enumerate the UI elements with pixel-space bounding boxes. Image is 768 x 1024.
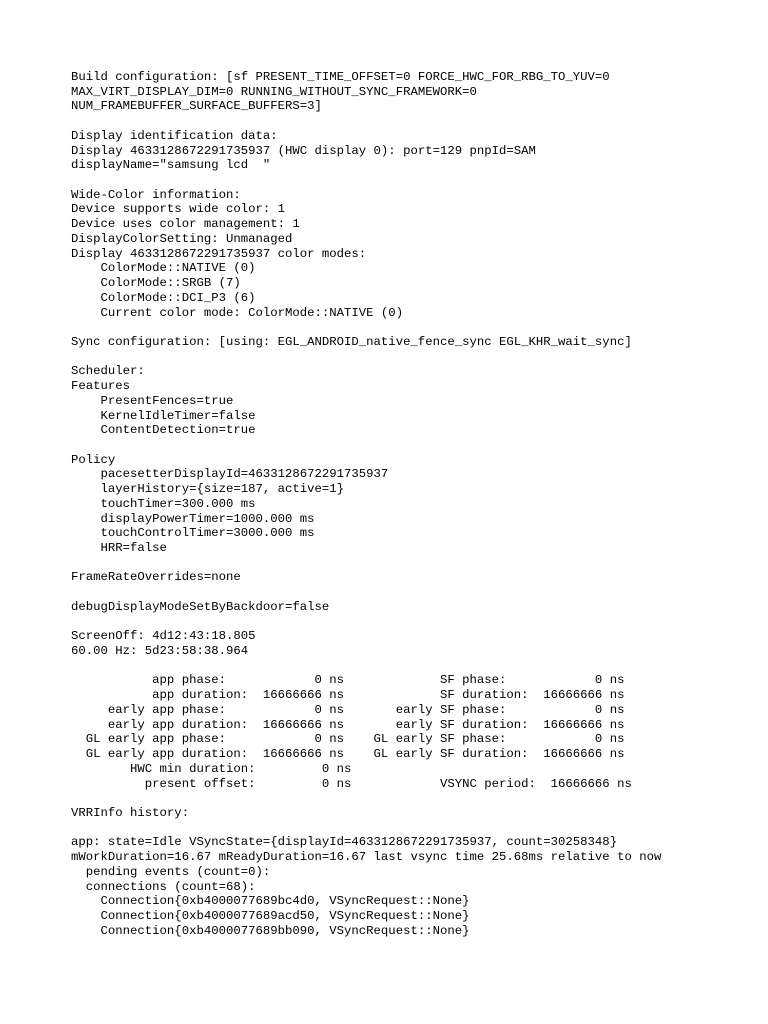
blank-line [71,556,761,571]
text-line: ColorMode::SRGB (7) [71,276,241,291]
text-line: early app duration: 16666666 ns early SF duration: 16666666 ns [71,717,625,732]
text-line: Device uses color management: 1 [71,217,300,232]
text-line: Current color mode: ColorMode::NATIVE (0) [71,305,404,320]
text-line: present offset: 0 ns VSYNC period: 16666666 ns [71,776,632,791]
text-line: HWC min duration: 0 ns [71,761,352,776]
text-line: Connection{0xb4000077689acd50, VSyncRequest::None} [71,908,470,923]
text-line: Scheduler: [71,364,145,379]
text-line: ContentDetection=true [71,423,256,438]
text-line: Wide-Color information: [71,187,241,202]
text-line: PresentFences=true [71,393,234,408]
blank-line [71,791,761,806]
text-line: MAX_VIRT_DISPLAY_DIM=0 RUNNING_WITHOUT_SYNC_FRAMEWORK=0 [71,84,477,99]
blank-line [71,438,761,453]
text-line: ColorMode::DCI_P3 (6) [71,290,256,305]
text-line: early app phase: 0 ns early SF phase: 0 ns [71,702,625,717]
text-line: NUM_FRAMEBUFFER_SURFACE_BUFFERS=3] [71,99,322,114]
text-line: Connection{0xb4000077689bc4d0, VSyncRequest::None} [71,894,470,909]
text-line: touchTimer=300.000 ms [71,496,256,511]
text-line: Device supports wide color: 1 [71,202,286,217]
blank-line [71,585,761,600]
text-line: ColorMode::NATIVE (0) [71,261,256,276]
text-line: Display 4633128672291735937 color modes: [71,246,367,261]
dumpsys-text-document [71,70,761,938]
blank-line [71,615,761,630]
blank-line [71,659,761,674]
text-line: GL early app phase: 0 ns GL early SF phase: 0 ns [71,732,625,747]
text-line: connections (count=68): [71,879,256,894]
blank-line [71,320,761,335]
text-line: displayName="samsung lcd " [71,158,271,173]
text-line: Features [71,379,131,394]
text-line: Display 4633128672291735937 (HWC display 0): port=129 pnpId=SAM [71,143,536,158]
text-line: Sync configuration: [using: EGL_ANDROID_native_fence_sync EGL_KHR_wait_sync] [71,334,632,349]
text-line: pending events (count=0): [71,864,271,879]
text-line: touchControlTimer=3000.000 ms [71,526,315,541]
text-line: displayPowerTimer=1000.000 ms [71,511,315,526]
text-line: Connection{0xb4000077689bb090, VSyncRequest::None} [71,923,470,938]
text-line: mWorkDuration=16.67 mReadyDuration=16.67 last vsync time 25.68ms relative to now [71,850,662,865]
text-line: app duration: 16666666 ns SF duration: 16666666 ns [71,688,625,703]
blank-line [71,173,761,188]
text-line: app: state=Idle VSyncState={displayId=4633128672291735937, count=30258348} [71,835,618,850]
blank-line [71,821,761,836]
text-line: KernelIdleTimer=false [71,408,256,423]
text-line: pacesetterDisplayId=4633128672291735937 [71,467,389,482]
text-line: layerHistory={size=187, active=1} [71,482,345,497]
text-line: Build configuration: [sf PRESENT_TIME_OFFSET=0 FORCE_HWC_FOR_RBG_TO_YUV=0 [71,70,610,84]
text-line: Policy [71,452,116,467]
text-line: GL early app duration: 16666666 ns GL early SF duration: 16666666 ns [71,747,625,762]
text-line: HRR=false [71,541,167,555]
text-line: debugDisplayModeSetByBackdoor=false [71,599,330,614]
text-line: ScreenOff: 4d12:43:18.805 [71,629,256,644]
text-line: Display identification data: [71,128,278,143]
blank-line [71,114,761,129]
text-line: FrameRateOverrides=none [71,570,241,585]
text-line: app phase: 0 ns SF phase: 0 ns [71,673,625,688]
text-line: DisplayColorSetting: Unmanaged [71,231,293,246]
blank-line [71,350,761,365]
text-line: 60.00 Hz: 5d23:58:38.964 [71,644,249,659]
text-line: VRRInfo history: [71,805,190,820]
